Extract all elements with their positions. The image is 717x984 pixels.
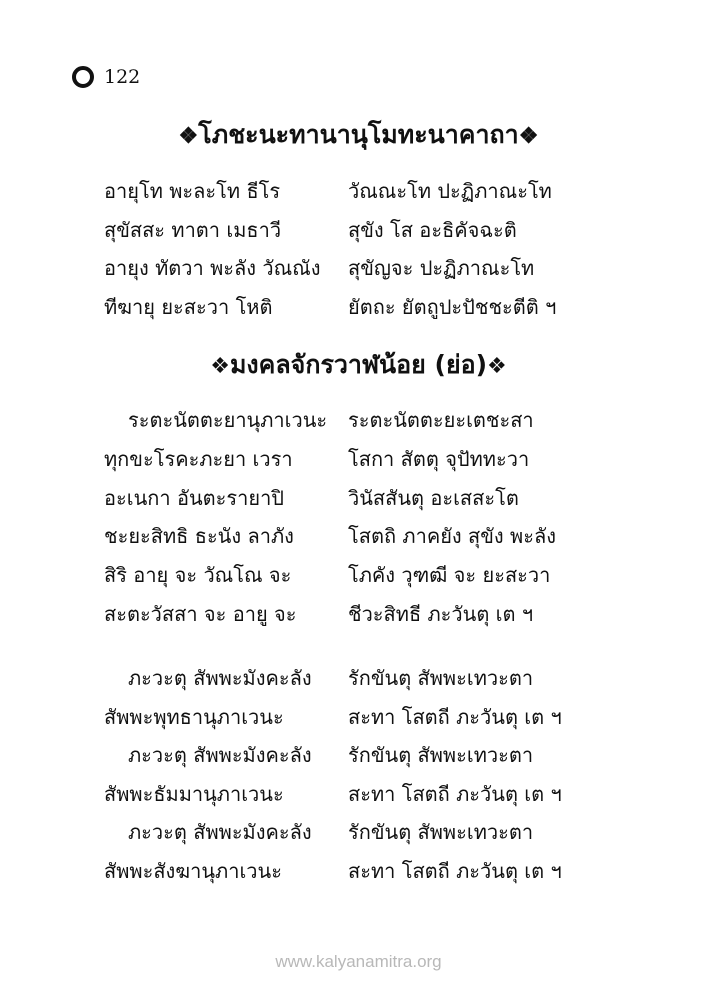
section-title-bhojana <box>0 120 717 151</box>
verse-line-first-half: ภะวะตุ สัพพะมังคะลัง <box>128 820 312 844</box>
verse-line-first-half: สัพพะสังฆานุภาเวนะ <box>104 858 282 883</box>
verse-line-second-half: สุขัญจะ ปะฏิภาณะโท <box>348 256 535 280</box>
circle-bullet-icon <box>72 66 94 88</box>
verse-line-second-half: รักขันตุ สัพพะเทวะตา <box>348 743 534 767</box>
section-title-text: มงคลจักรวาฬน้อย (ย่อ) <box>229 350 488 379</box>
verse-line <box>0 699 717 735</box>
verse-line-second-half: ยัตถะ ยัตถูปะปัชชะตีติ ฯ <box>348 294 557 319</box>
verse-line <box>0 596 717 632</box>
diamond-ornament-icon: ❖ <box>178 123 199 149</box>
verse-line-second-half: วินัสสันตุ อะเสสะโต <box>348 485 519 510</box>
verse-line-second-half: สุขัง โส อะธิคัจฉะติ <box>348 217 517 242</box>
verse-line <box>0 402 717 438</box>
verse-line-first-half: สุขัสสะ ทาตา เมธาวี <box>104 217 282 242</box>
verse-line-first-half: ชะยะสิทธิ ธะนัง ลาภัง <box>104 524 294 549</box>
verse-line-first-half: ภะวะตุ สัพพะมังคะลัง <box>128 743 312 767</box>
verse-line-second-half: สะทา โสตถี ภะวันตุ เต ฯ <box>348 858 562 883</box>
footer-watermark: www.kalyanamitra.org <box>275 952 442 971</box>
page-number: 122 <box>104 66 141 88</box>
verse-line-first-half: ทีฆายุ ยะสะวา โหติ <box>104 294 273 319</box>
verse-line-second-half: ระตะนัตตะยะเตชะสา <box>348 408 534 432</box>
verse-line-second-half: รักขันตุ สัพพะเทวะตา <box>348 820 534 844</box>
diamond-ornament-icon: ❖ <box>518 123 539 149</box>
verse-line <box>0 441 717 477</box>
diamond-ornament-icon: ❖ <box>487 354 507 379</box>
verse-line-first-half: สัพพะธัมมานุภาเวนะ <box>104 781 284 806</box>
verse-line-second-half: ชีวะสิทธี ภะวันตุ เต ฯ <box>348 602 534 626</box>
diamond-ornament-icon: ❖ <box>210 354 230 379</box>
verse-line-first-half: ทุกขะโรคะภะยา เวรา <box>104 446 293 471</box>
verse-line <box>0 289 717 325</box>
verse-line-second-half: โสกา สัตตุ จุปัททะวา <box>348 446 530 471</box>
verse-line-first-half: สิริ อายุ จะ วัณโณ จะ <box>104 563 292 588</box>
verse-line <box>0 737 717 773</box>
verse-line-first-half: อายุโท พะละโท ธีโร <box>104 179 281 203</box>
verse-line-first-half: ภะวะตุ สัพพะมังคะลัง <box>128 666 312 690</box>
verse-line-second-half: โภคัง วุฑฒี จะ ยะสะวา <box>348 563 551 588</box>
verse-line <box>0 814 717 850</box>
verse-line-second-half: โสตถิ ภาคยัง สุขัง พะลัง <box>348 524 556 549</box>
section-title-text: โภชะนะทานานุโมทะนาคาถา <box>198 120 519 149</box>
verse-line <box>0 660 717 696</box>
verse-line-first-half: ระตะนัตตะยานุภาเวนะ <box>128 408 328 432</box>
verse-line <box>0 853 717 889</box>
verse-line <box>0 212 717 248</box>
verse-line-second-half: รักขันตุ สัพพะเทวะตา <box>348 666 534 690</box>
verse-line <box>0 173 717 209</box>
verse-line-first-half: อะเนกา อันตะรายาปิ <box>104 485 284 510</box>
verse-line-second-half: วัณณะโท ปะฏิภาณะโท <box>348 179 552 203</box>
verse-line <box>0 250 717 286</box>
verse-line <box>0 557 717 593</box>
page-header <box>72 66 140 88</box>
verse-line-first-half: สัพพะพุทธานุภาเวนะ <box>104 704 284 729</box>
verse-line-first-half: อายุง ทัตวา พะลัง วัณณัง <box>104 256 321 280</box>
section-title-mongkol <box>0 350 717 382</box>
verse-line <box>0 518 717 554</box>
verse-line-first-half: สะตะวัสสา จะ อายู จะ <box>104 602 297 626</box>
verse-line <box>0 776 717 812</box>
verse-line <box>0 480 717 516</box>
verse-line-second-half: สะทา โสตถี ภะวันตุ เต ฯ <box>348 781 562 806</box>
verse-line-second-half: สะทา โสตถี ภะวันตุ เต ฯ <box>348 704 562 729</box>
